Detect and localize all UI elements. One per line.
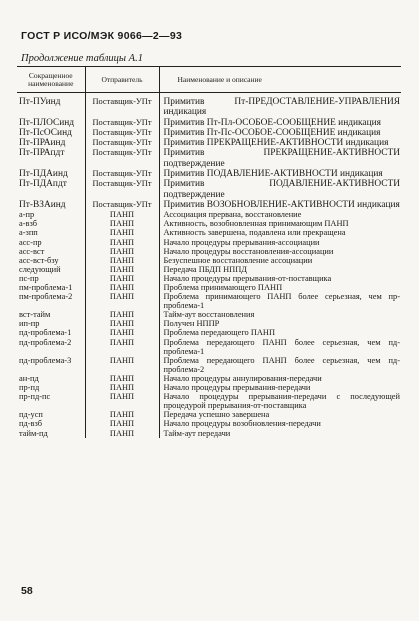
table-row [17, 265, 401, 274]
row-sender: ПАНП [85, 256, 159, 265]
row-abbreviation: Пт-ПДАпдт [19, 179, 67, 190]
table-row [17, 274, 401, 283]
row-sender: ПАНП [85, 328, 159, 337]
row-sender: ПАНП [85, 319, 159, 328]
row-description: Ассоциация прервана, восстановление [163, 210, 302, 220]
table-row [17, 228, 401, 237]
row-sender: ПАНП [85, 374, 159, 383]
table-row [17, 169, 401, 179]
row-abbreviation: пд-проблема-1 [19, 328, 72, 338]
row-abbreviation: асс-вст [19, 246, 45, 256]
row-sender: ПАНП [85, 383, 159, 392]
row-abbreviation: Пт-ПДАинд [19, 169, 68, 180]
row-sender: ПАНП [85, 338, 159, 356]
row-description: Проблема передающего ПАНП более серьезная, чем пд-проблема-2 [163, 355, 400, 374]
table-row [17, 179, 401, 200]
row-abbreviation: пр-пд [19, 383, 40, 393]
row-description: Тайм-аут восстановления [163, 310, 255, 320]
table-row [17, 356, 401, 374]
row-description: Начало процедуры прерывания-передачи с последующей процедурой прерывания-от-поставщика [163, 392, 400, 411]
table-row [17, 93, 401, 118]
table-row [17, 419, 401, 428]
row-description: Начало процедуры возобновления-передачи [163, 419, 321, 429]
row-abbreviation: асс-вст-бзу [19, 255, 59, 265]
row-sender: ПАНП [85, 310, 159, 319]
row-abbreviation: а-зпп [19, 228, 38, 238]
row-description: Начало процедуры прерывания-передачи [163, 383, 311, 393]
row-abbreviation: пс-пр [19, 273, 39, 283]
row-description: Примитив ВОЗОБНОВЛЕНИЕ-АКТИВНОСТИ индикация [163, 199, 400, 210]
table-row [17, 283, 401, 292]
row-description: Примитив ПРЕКРАЩЕНИЕ-АКТИВНОСТИ индикация [163, 138, 389, 149]
row-description: Передача успешно завершена [163, 410, 270, 420]
table-row [17, 200, 401, 210]
table-row [17, 210, 401, 219]
table-row [17, 292, 401, 310]
row-description: Передача ПБДП НППД [163, 264, 247, 274]
row-description: Активность, возобновленная принимающим ПАНП [163, 219, 349, 229]
table-row [17, 410, 401, 419]
table-row [17, 128, 401, 138]
row-abbreviation: пм-проблема-2 [19, 292, 73, 302]
document-header: ГОСТ Р ИСО/МЭК 9066—2—93 [21, 30, 183, 42]
row-sender: ПАНП [85, 265, 159, 274]
table-row [17, 392, 401, 410]
abbreviations-table [17, 66, 401, 438]
row-description: Начало процедуры прерывания-от-поставщика [163, 273, 332, 283]
row-sender: Поставщик-УПт [85, 200, 159, 210]
table-row [17, 429, 401, 438]
table-row [17, 148, 401, 169]
row-abbreviation: асс-пр [19, 237, 42, 247]
row-description: Примитив Пт-Пс-ОСОБОЕ-СООБЩЕНИЕ индикация [163, 127, 381, 138]
row-sender: ПАНП [85, 392, 159, 410]
row-abbreviation: а-пр [19, 210, 35, 220]
row-sender: Поставщик-УПт [85, 148, 159, 169]
row-description: Получен НППР [163, 319, 220, 329]
table-row [17, 219, 401, 228]
row-description: Проблема принимающего ПАНП [163, 283, 283, 293]
row-description: Примитив Пт-ПРЕДОСТАВЛЕНИЕ-УПРАВЛЕНИЯ индикация [163, 97, 400, 118]
row-abbreviation: тайм-пд [19, 428, 48, 438]
row-abbreviation: Пт-ВЗАинд [19, 199, 66, 210]
row-sender: ПАНП [85, 419, 159, 428]
row-abbreviation: вст-тайм [19, 310, 51, 320]
row-abbreviation: пм-проблема-1 [19, 283, 73, 293]
row-sender: ПАНП [85, 228, 159, 237]
row-abbreviation: Пт-ПЛОСинд [19, 117, 75, 128]
row-abbreviation: пр-пд-пс [19, 392, 51, 402]
row-abbreviation: Пт-ПсОСинд [19, 127, 72, 138]
row-description: Безуспешное восстановление ассоциации [163, 255, 313, 265]
table-row [17, 247, 401, 256]
row-description: Начало процедуры восстановления-ассоциации [163, 246, 334, 256]
row-description: Проблема принимающего ПАНП более серьезная, чем пр-проблема-1 [163, 292, 400, 311]
table-row [17, 319, 401, 328]
row-description: Проблема передающего ПАНП более серьезная, чем пд-проблема-1 [163, 337, 400, 356]
row-sender: Поставщик-УПт [85, 169, 159, 179]
row-sender: ПАНП [85, 283, 159, 292]
row-sender: ПАНП [85, 356, 159, 374]
table-body [17, 93, 401, 438]
row-description: Примитив Пт-Пл-ОСОБОЕ-СООБЩЕНИЕ индикация [163, 117, 381, 128]
row-description: Начало процедуры прерывания-ассоциации [163, 237, 320, 247]
column-header-abbreviation: Сокращенное наименование [17, 67, 85, 93]
table-row [17, 310, 401, 319]
table-continuation-caption: Продолжение таблицы А.1 [21, 53, 143, 64]
row-abbreviation: ан-пд [19, 373, 39, 383]
table-row [17, 238, 401, 247]
row-sender: ПАНП [85, 429, 159, 438]
row-sender: Поставщик-УПт [85, 138, 159, 148]
row-abbreviation: пд-усп [19, 410, 43, 420]
row-abbreviation: Пт-ПРАинд [19, 138, 66, 149]
row-description: Начало процедуры аннулирования-передачи [163, 373, 322, 383]
column-header-sender: Отправитель [85, 67, 159, 93]
row-sender: ПАНП [85, 410, 159, 419]
row-description: Примитив ПОДАВЛЕНИЕ-АКТИВНОСТИ индикация [163, 169, 383, 180]
row-description: Примитив ПРЕКРАЩЕНИЕ-АКТИВНОСТИ подтверждение [163, 148, 400, 169]
table-header-row [17, 67, 401, 93]
row-sender: ПАНП [85, 210, 159, 219]
row-sender: ПАНП [85, 238, 159, 247]
table-row [17, 383, 401, 392]
row-sender: Поставщик-УПт [85, 93, 159, 118]
page-number: 58 [21, 585, 33, 597]
column-header-description: Наименование и описание [159, 67, 401, 93]
row-sender: Поставщик-УПт [85, 118, 159, 128]
table-row [17, 328, 401, 337]
table-row [17, 256, 401, 265]
row-sender: Поставщик-УПт [85, 179, 159, 200]
row-sender: ПАНП [85, 274, 159, 283]
row-abbreviation: следующий [19, 264, 61, 274]
row-abbreviation: пд-проблема-2 [19, 337, 72, 347]
row-description: Проблема передающего ПАНП [163, 328, 276, 338]
table-row [17, 374, 401, 383]
row-description: Активность завершена, подавлена или прекращена [163, 228, 346, 238]
row-sender: ПАНП [85, 247, 159, 256]
row-sender: ПАНП [85, 219, 159, 228]
row-description: Примитив ПОДАВЛЕНИЕ-АКТИВНОСТИ подтверждение [163, 179, 400, 200]
table-row [17, 138, 401, 148]
table-row [17, 338, 401, 356]
row-abbreviation: Пт-ПУинд [19, 97, 61, 107]
row-abbreviation: ип-пр [19, 319, 40, 329]
row-abbreviation: пд-проблема-3 [19, 355, 72, 365]
row-abbreviation: а-взб [19, 219, 38, 229]
row-abbreviation: Пт-ПРАпдт [19, 148, 65, 159]
row-sender: ПАНП [85, 292, 159, 310]
row-description: Тайм-аут передачи [163, 428, 231, 438]
row-sender: Поставщик-УПт [85, 128, 159, 138]
row-abbreviation: пд-взб [19, 419, 43, 429]
table-row [17, 118, 401, 128]
